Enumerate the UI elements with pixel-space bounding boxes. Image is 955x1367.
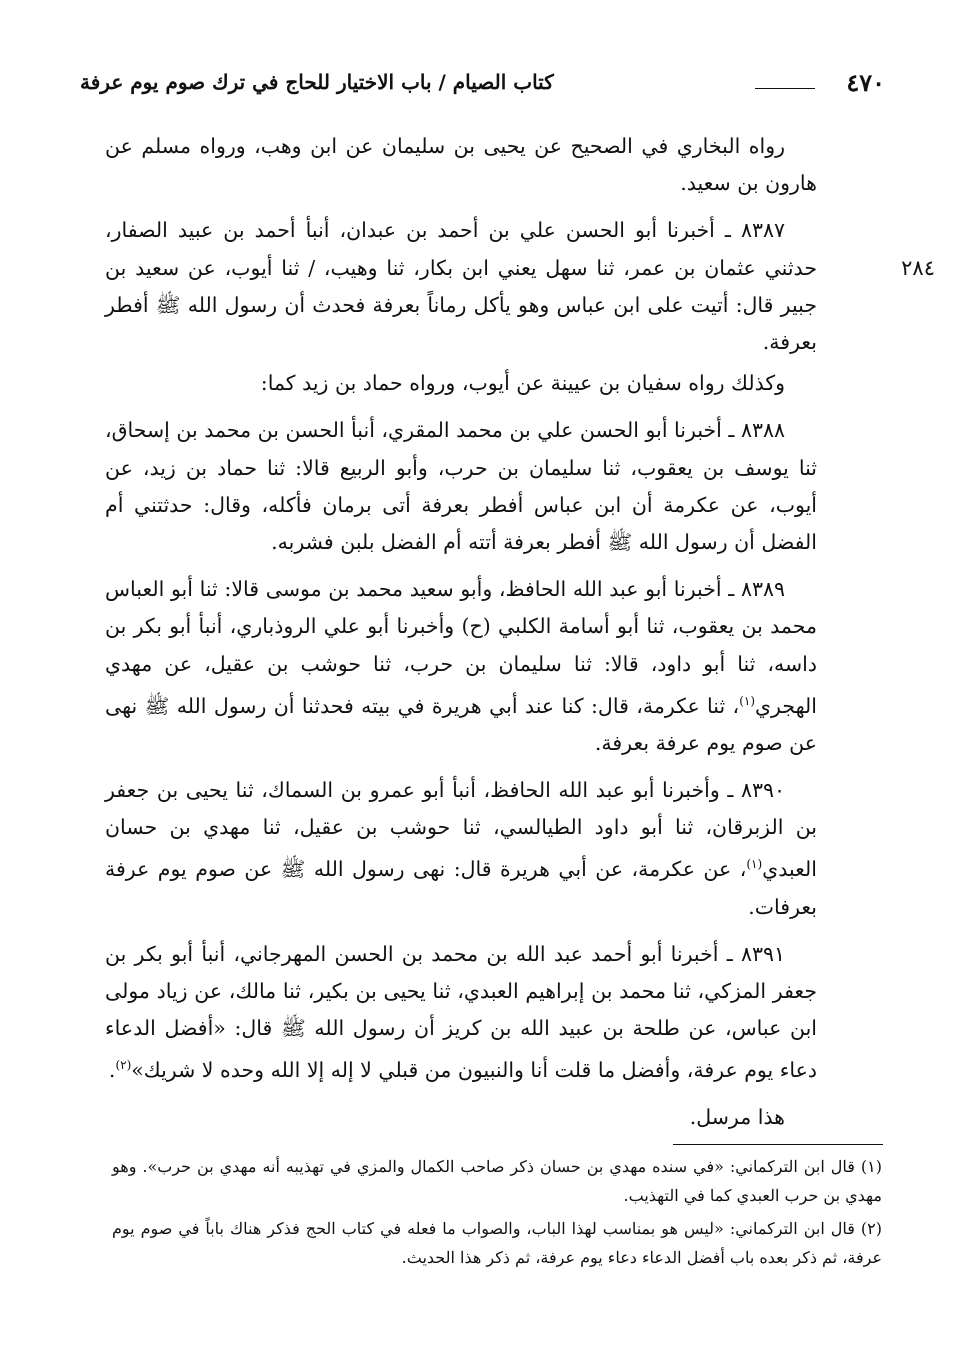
hadith-8390-text-b: ، عن عكرمة، عن أبي هريرة قال: نهى رسول الله ﷺ عن صوم يوم عرفة بعرفات. [105,857,817,919]
footnotes [112,1152,882,1276]
hadith-8390 [105,772,817,926]
footnote-ref-1: (١) [739,693,756,708]
hadith-8387: ٨٣٨٧ ـ أخبرنا أبو الحسن علي بن أحمد بن عبدان، أنبأ أحمد بن عبيد الصفار، حدثني عثمان بن عمر، ثنا سهل يعني ابن بكار، ثنا وهيب، / ثنا أيوب، عن سعيد بن جبير قال: أتيت على ابن عباس وهو يأكل رماناً بعرفة فحدث أن رسول الله ﷺ أفطر بعرفة. [105,218,817,355]
footnote-ref-2: (٢) [115,1058,132,1073]
hadith-8389-text-b: ، ثنا عكرمة، قال: كنا عند أبي هريرة في بيته فحدثنا أن رسول الله ﷺ نهى عن صوم يوم عرفة بعرفة. [105,693,817,755]
footnote-2: (٢) قال ابن التركماني: «ليس هو بمناسب لهذا الباب، والصواب ما فعله في كتاب الحج فذكر هناك باباً في صوم يوم عرفة، ثم ذكر بعده باب أفضل الدعاء دعاء يوم عرفة، ثم ذكر هذا الحديث. [112,1219,882,1267]
hadith-8389 [105,571,817,762]
footnote-separator [673,1144,883,1145]
page-number: ٤٧٠ [846,68,885,97]
hadith-8391-text: ٨٣٩١ ـ أخبرنا أبو أحمد عبد الله بن محمد بن الحسن المهرجاني، أنبأ أبو بكر بن جعفر المزكي، ثنا محمد بن إبراهيم العبدي، ثنا يحيى بن بكير، ثنا مالك، عن زياد مولى ابن عباس، عن طلحة بن عبيد الله بن كريز أن رسول الله ﷺ قال: «أفضل الدعاء دعاء يوم عرفة، وأفضل ما قلت أنا والنبيون من قبلي لا إله إلا الله وحده لا شريك» [105,941,817,1083]
hadith-8391: ٨٣٩١ ـ أخبرنا أبو أحمد عبد الله بن محمد بن الحسن المهرجاني، أنبأ أبو بكر بن جعفر المزكي، ثنا محمد بن إبراهيم العبدي، ثنا يحيى بن بكير، ثنا مالك، عن زياد مولى ابن عباس، عن طلحة بن عبيد الله بن كريز أن رسول الله ﷺ قال: «أفضل الدعاء دعاء يوم عرفة، وأفضل ما قلت أنا والنبيون من قبلي لا إله إلا الله وحده لا شريك»$^{(٢)}$. [105,941,817,1083]
main-text [105,128,817,1147]
footnote-ref-1b: (١) [746,857,763,872]
paragraph-sufyan-note: وكذلك رواه سفيان بن عيينة عن أيوب، ورواه حماد بن زيد كما: [260,371,785,396]
running-title: كتاب الصيام / باب الاختيار للحاج في ترك صوم يوم عرفة [80,70,554,94]
manuscript-folio-marker: ٢٨٤ [901,256,935,280]
page-header [80,68,885,108]
paragraph-mursal: هذا مرسل. [689,1105,785,1130]
header-rule [755,88,815,89]
hadith-8388: ٨٣٨٨ ـ أخبرنا أبو الحسن علي بن محمد المقري، أنبأ الحسن بن محمد بن إسحاق، ثنا يوسف بن يعقوب، ثنا سليمان بن حرب، وأبو الربيع قالا: ثنا حماد بن زيد، عن أيوب، عن عكرمة أن ابن عباس أفطر بعرفة أتى برمان فأكله، وقال: حدثتني أم الفضل أن رسول الله ﷺ أفطر بعرفة أتته أم الفضل بلبن فشربه. [105,418,817,555]
hadith-8389-text-a: ٨٣٨٩ ـ أخبرنا أبو عبد الله الحافظ، وأبو سعيد محمد بن موسى قالا: ثنا أبو العباس محمد بن يعقوب، ثنا أبو أسامة الكلبي (ح) وأخبرنا أبو علي الروذباري، أنبأ أبو بكر بن داسه، ثنا أبو داود، قالا: ثنا سليمان بن حرب، ثنا حوشب بن عقيل، عن مهدي الهجري [105,577,817,718]
footnote-1: (١) قال ابن التركماني: «في سنده مهدي بن حسان ذكر صاحب الكمال والمزي في تهذيبه أنه مهدي بن حرب». وهو مهدي بن حرب العبدي كما في التهذيب. [112,1157,882,1205]
hadith-8390-text-a: ٨٣٩٠ ـ وأخبرنا أبو عبد الله الحافظ، أنبأ أبو عمرو بن السماك، ثنا يحيى بن جعفر بن الزبرقان، ثنا أبو داود الطيالسي، ثنا حوشب بن عقيل، ثنا مهدي بن حسان العبدي [105,778,817,882]
paragraph-bukhari-note: رواه البخاري في الصحيح عن يحيى بن سليمان عن ابن وهب، ورواه مسلم عن هارون بن سعيد. [105,134,817,196]
